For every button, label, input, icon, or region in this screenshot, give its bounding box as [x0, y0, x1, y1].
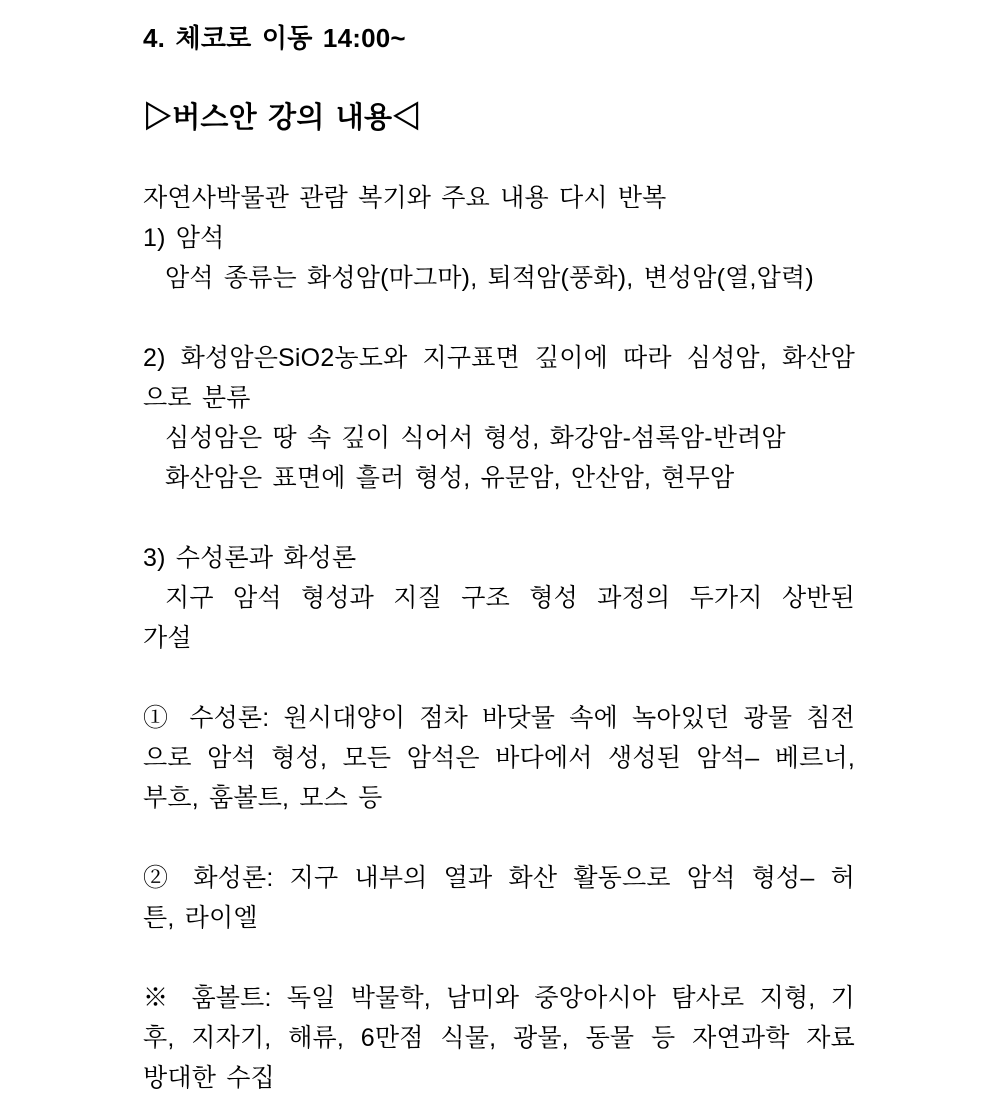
text-line: 가설 [143, 624, 192, 652]
text-line: 방대한 수집 [143, 1064, 275, 1092]
text-line: ② 화성론: 지구 내부의 열과 화산 활동으로 암석 형성– 허 [143, 864, 855, 892]
text-line: 튼, 라이엘 [143, 904, 258, 932]
section-heading-bus-lecture [143, 98, 855, 138]
paragraph-neptunism-plutonism-intro [143, 538, 855, 658]
heading-line: 4. 체코로 이동 14:00~ [143, 23, 406, 53]
text-line: 심성암은 땅 속 깊이 식어서 형성, 화강암-섬록암-반려암 [165, 424, 786, 452]
text-line: 지구 암석 형성과 지질 구조 형성 과정의 두가지 상반된 [165, 584, 855, 612]
text-line: ① 수성론: 원시대양이 점차 바닷물 속에 녹아있던 광물 침전 [143, 704, 855, 732]
section-heading-move-to-czech [143, 18, 855, 58]
text-line: 으로 암석 형성, 모든 암석은 바다에서 생성된 암석– 베르너, [143, 744, 855, 772]
heading-line: ▷버스안 강의 내용◁ [143, 102, 422, 134]
text-line: 자연사박물관 관람 복기와 주요 내용 다시 반복 [143, 184, 667, 212]
text-line: 부흐, 훔볼트, 모스 등 [143, 784, 383, 812]
document-body [143, 18, 855, 1098]
text-line: 으로 분류 [143, 384, 251, 412]
text-line: 암석 종류는 화성암(마그마), 퇴적암(풍화), 변성암(열,압력) [165, 264, 814, 292]
text-line: ※ 훔볼트: 독일 박물학, 남미와 중앙아시아 탐사로 지형, 기 [143, 984, 855, 1012]
paragraph-humboldt-note [143, 978, 855, 1098]
paragraph-igneous-classification [143, 338, 855, 498]
paragraph-intro [143, 178, 855, 298]
text-line: 3) 수성론과 화성론 [143, 544, 357, 572]
text-line: 화산암은 표면에 흘러 형성, 유문암, 안산암, 현무암 [165, 464, 735, 492]
paragraph-neptunism [143, 698, 855, 818]
text-line: 2) 화성암은SiO2농도와 지구표면 깊이에 따라 심성암, 화산암 [143, 344, 855, 372]
text-line: 후, 지자기, 해류, 6만점 식물, 광물, 동물 등 자연과학 자료 [143, 1024, 855, 1052]
text-line: 1) 암석 [143, 224, 225, 252]
paragraph-plutonism [143, 858, 855, 938]
